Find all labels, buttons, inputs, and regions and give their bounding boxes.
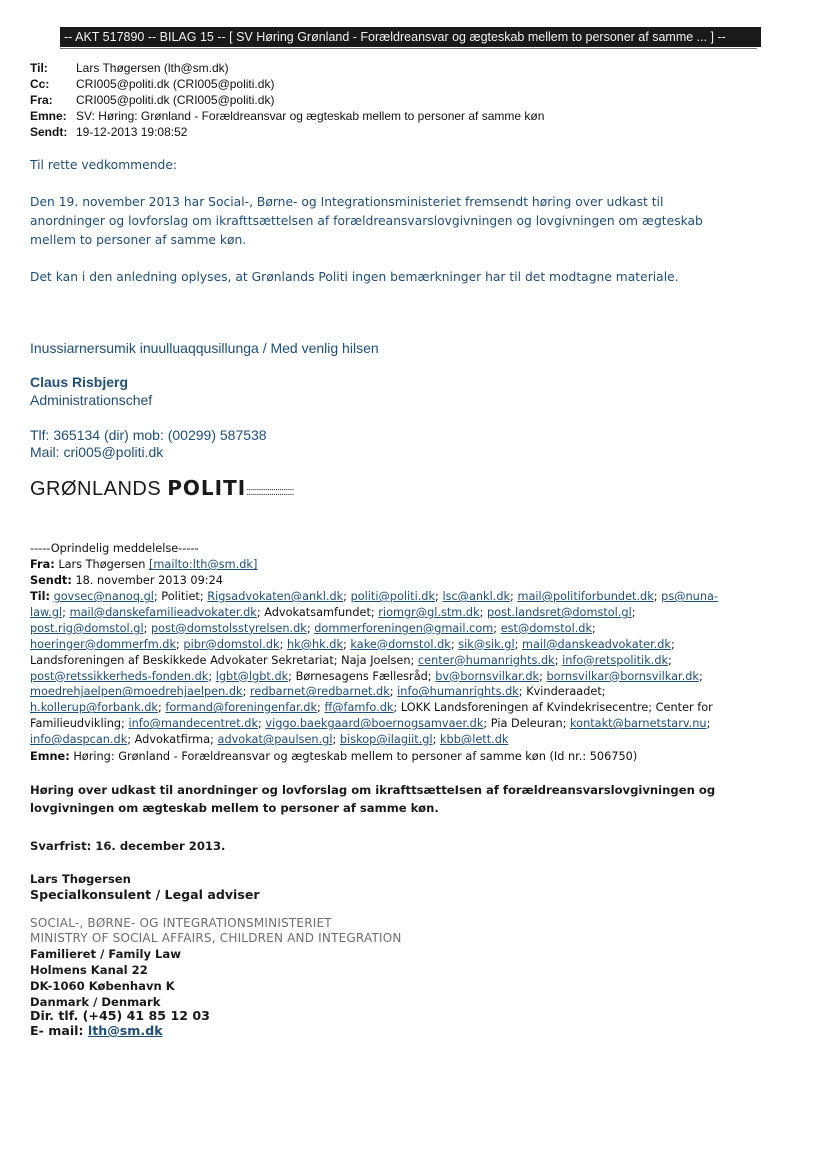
recipient-text: ; (62, 605, 70, 619)
recipient-text: ; (389, 685, 398, 699)
body-paragraph-line: Den 19. november 2013 har Social-, Børne- og Integrationsministeriet fremsendt høring over udkast til (30, 195, 664, 209)
recipient-email-link[interactable]: law.gl (30, 605, 63, 619)
signature-name: Claus Risbjerg (30, 374, 129, 390)
recipient-email-link[interactable]: govsec@nanoq.gl (53, 590, 154, 603)
recipient-text: ; (332, 733, 340, 747)
sender-name: Lars Thøgersen (30, 872, 131, 886)
recipient-text: ; (631, 605, 636, 619)
recipient-email-link[interactable]: dommerforeningen@gmail.com (314, 621, 494, 635)
recipient-text: ; (514, 637, 522, 651)
recipient-text: ; (242, 685, 250, 699)
recipient-text: ; Advokatfirma; (127, 733, 218, 747)
field-value: Høring: Grønland - Forældreansvar og ægteskab mellem to personer af samme køn (Id nr.: 506750) (73, 750, 638, 763)
recipient-email-link[interactable]: mail@danskeadvokater.dk (522, 637, 671, 651)
header-sent (30, 124, 187, 140)
recipient-text: Familieudvikling; (30, 717, 129, 731)
recipient-email-link[interactable]: mail@danskefamilieadvokater.dk (69, 605, 257, 619)
recipient-email-link[interactable]: post.rig@domstol.gl (30, 621, 144, 635)
banner-divider (60, 48, 757, 49)
header-cc (30, 76, 274, 92)
recipient-email-link[interactable]: riomgr@gl.stm.dk (378, 605, 480, 619)
recipient-email-link[interactable]: sik@sik.gl (458, 637, 515, 651)
recipient-email-link[interactable]: info@mandecentret.dk (128, 717, 258, 731)
logo-text: GRØNLANDS (30, 478, 162, 500)
recipient-email-link[interactable]: est@domstol.dk (500, 621, 593, 635)
sender-country: Danmark / Denmark (30, 995, 161, 1009)
recipient-text: ; (493, 621, 501, 635)
header-label: Sendt: (30, 125, 68, 139)
recipient-text: ; Politiet; (153, 590, 208, 603)
sender-city: DK-1060 København K (30, 979, 175, 993)
sender-street: Holmens Kanal 22 (30, 963, 148, 977)
recipient-text: ; (176, 637, 184, 651)
recipient-email-link[interactable]: advokat@paulsen.gl (217, 733, 333, 747)
recipient-email-link[interactable]: post@retssikkerheds-fonden.dk (30, 669, 209, 683)
body-paragraph-line: mellem to personer af samme køn. (30, 233, 247, 247)
recipient-text: ; (706, 717, 711, 731)
recipient-text: ; (554, 653, 563, 667)
recipient-text: ; (208, 669, 216, 683)
recipient-email-link[interactable]: viggo.baekgaard@boernogsamvaer.dk (265, 717, 484, 731)
recipient-email-link[interactable]: hk@hk.dk (287, 637, 344, 651)
recipient-text: ; Børnesagens Fællesråd; (288, 669, 436, 683)
header-from (30, 92, 274, 108)
recipient-text: ; (432, 733, 441, 747)
recipient-text: Landsforeningen af Beskikkede Advokater Sekretariat; Naja Joelsen; (30, 653, 418, 667)
recipient-line (30, 653, 672, 669)
recipient-line (30, 589, 718, 605)
header-label: Cc: (30, 77, 50, 91)
sender-office: Familieret / Family Law (30, 947, 181, 961)
recipient-email-link[interactable]: mail@politiforbundet.dk (517, 590, 654, 603)
signature-mail: Mail: cri005@politi.dk (30, 444, 164, 460)
original-sent (30, 573, 223, 589)
ministry-name-da: SOCIAL-, BØRNE- OG INTEGRATIONSMINISTERIET (30, 916, 332, 930)
recipient-email-link[interactable]: info@daspcan.dk (30, 733, 128, 747)
field-value: 18. november 2013 09:24 (75, 574, 223, 587)
recipient-line (30, 621, 596, 637)
signature-title: Administrationschef (30, 392, 153, 408)
recipient-email-link[interactable]: pibr@domstol.dk (183, 637, 280, 651)
recipient-text: ; (670, 637, 675, 651)
recipient-line (30, 716, 710, 732)
ministry-name-en: MINISTRY OF SOCIAL AFFAIRS, CHILDREN AND INTEGRATION (30, 931, 402, 945)
recipient-text: ; (157, 701, 166, 715)
recipient-email-link[interactable]: center@humanrights.dk (417, 653, 555, 667)
header-to (30, 60, 229, 76)
recipient-line (30, 669, 703, 685)
email-link[interactable]: lth@sm.dk (87, 1023, 163, 1038)
recipient-email-link[interactable]: lsc@ankl.dk (442, 590, 511, 603)
hearing-title-line: Høring over udkast til anordninger og lovforslag om ikrafttsætteIsen af forældreansvarslovgivningen og (30, 783, 716, 797)
recipient-text: ; (479, 605, 488, 619)
signature-closing: Inussiarnersumik inuulluaqqusillunga / Med venlig hilsen (30, 340, 379, 356)
recipient-text: ; (653, 590, 662, 603)
recipient-email-link[interactable]: info@retspolitik.dk (562, 653, 669, 667)
recipient-text: ; (539, 669, 547, 683)
recipient-text: ; LOKK Landsforeningen af Kvindekrisecentre; Center for (393, 701, 713, 715)
recipient-text: ; (698, 669, 703, 683)
recipient-text: ; Advokatsamfundet; (256, 605, 379, 619)
logo-politi: POLITI (167, 476, 247, 500)
sender-phone: Dir. tlf. (+45) 41 85 12 03 (30, 1008, 210, 1023)
recipient-email-link[interactable]: Rigsadvokaten@ankl.dk (207, 590, 344, 603)
field-label: Til: (30, 590, 50, 603)
header-subject (30, 108, 544, 124)
original-from (30, 557, 257, 573)
recipient-email-link[interactable]: info@humanrights.dk (397, 685, 519, 699)
header-value: SV: Høring: Grønland - Forældreansvar og ægteskab mellem to personer af samme køn (76, 109, 545, 123)
recipient-email-link[interactable]: post.landsret@domstol.gl (487, 605, 632, 619)
greeting: Til rette vedkommende: (30, 158, 178, 172)
recipient-line (30, 637, 675, 653)
recipient-email-link[interactable]: redbarnet@redbarnet.dk (249, 685, 390, 699)
gronlands-politi-logo (30, 476, 294, 501)
recipient-text: ; (317, 701, 325, 715)
mailto-link[interactable]: [mailto:lth@sm.dk] (148, 558, 258, 571)
header-label: Til: (30, 61, 48, 75)
body-paragraph: Det kan i den anledning oplyses, at Grønlands Politi ingen bemærkninger har til det modtagne materiale. (30, 270, 679, 284)
recipient-email-link[interactable]: hoeringer@dommerfm.dk (30, 637, 176, 651)
field-value: Lars Thøgersen (58, 558, 149, 571)
recipient-text: ; (450, 637, 459, 651)
header-value: CRI005@politi.dk (CRI005@politi.dk) (76, 93, 275, 107)
recipient-text: ; (258, 717, 266, 731)
email-label: E- mail: (30, 1023, 88, 1038)
recipient-email-link[interactable]: lgbt@lgbt.dk (215, 669, 289, 683)
recipient-email-link[interactable]: kbb@lett.dk (440, 733, 509, 747)
recipient-line (30, 700, 713, 716)
recipient-email-link[interactable]: formand@foreningenfar.dk (165, 701, 318, 715)
recipient-text: ; (668, 653, 672, 667)
original-divider: -----Oprindelig meddelelse----- (30, 542, 199, 555)
sender-title: Specialkonsulent / Legal adviser (30, 887, 260, 902)
header-value: 19-12-2013 19:08:52 (76, 125, 188, 139)
hearing-title-line: lovgivningen om ægteskab mellem to personer af samme køn. (30, 801, 439, 815)
recipient-email-link[interactable]: ps@nuna- (661, 590, 719, 603)
header-label: Emne: (30, 109, 67, 123)
recipient-text: ; (592, 621, 596, 635)
logo-dots: ::::::::::::::::::::::: (246, 486, 294, 498)
recipient-email-link[interactable]: bornsvilkar@bornsvilkar.dk (546, 669, 699, 683)
recipient-email-link[interactable]: ff@famfo.dk (324, 701, 394, 715)
hearing-deadline: Svarfrist: 16. december 2013. (30, 839, 226, 853)
recipient-line (30, 684, 606, 700)
recipient-email-link[interactable]: biskop@ilagiit.gl (339, 733, 433, 747)
recipient-text: ; (343, 637, 351, 651)
recipient-email-link[interactable]: kake@domstol.dk (350, 637, 451, 651)
recipient-text: ; Kvinderaadet; (518, 685, 606, 699)
recipient-text: ; (435, 590, 443, 603)
recipient-text: ; (343, 590, 351, 603)
body-paragraph-line: anordninger og lovforslag om ikrafttsættelsen af forældreansvarslovgivningen og lovgivningen om ægteskab (30, 214, 703, 228)
signature-phone: Tlf: 365134 (dir) mob: (00299) 587538 (30, 427, 267, 443)
field-label: Fra: (30, 558, 55, 571)
recipient-email-link[interactable]: h.kollerup@forbank.dk (30, 701, 158, 715)
recipient-text: ; (143, 621, 151, 635)
header-value: Lars Thøgersen (lth@sm.dk) (76, 61, 229, 75)
sender-email (30, 1022, 163, 1040)
field-label: Emne: (30, 750, 70, 763)
header-value: CRI005@politi.dk (CRI005@politi.dk) (76, 77, 275, 91)
recipient-text: ; Pia Deleuran; (483, 717, 571, 731)
recipient-text: ; (510, 590, 518, 603)
recipient-email-link[interactable]: bv@bornsvilkar.dk (435, 669, 540, 683)
original-subject (30, 749, 637, 765)
recipient-email-link[interactable]: moedrehjaelpen@moedrehjaelpen.dk (30, 685, 243, 699)
recipient-text: ; (306, 621, 315, 635)
recipient-text: ; (279, 637, 287, 651)
recipient-email-link[interactable]: politi@politi.dk (350, 590, 436, 603)
recipient-email-link[interactable]: kontakt@barnetstarv.nu (570, 717, 707, 731)
recipient-line (30, 605, 636, 621)
field-label: Sendt: (30, 574, 72, 587)
recipient-line (30, 732, 508, 748)
document-banner: -- AKT 517890 -- BILAG 15 -- [ SV Høring Grønland - Forældreansvar og ægteskab mellem to personer af samme ... ] -- (60, 27, 761, 47)
header-label: Fra: (30, 93, 53, 107)
recipient-email-link[interactable]: post@domstolsstyrelsen.dk (151, 621, 307, 635)
